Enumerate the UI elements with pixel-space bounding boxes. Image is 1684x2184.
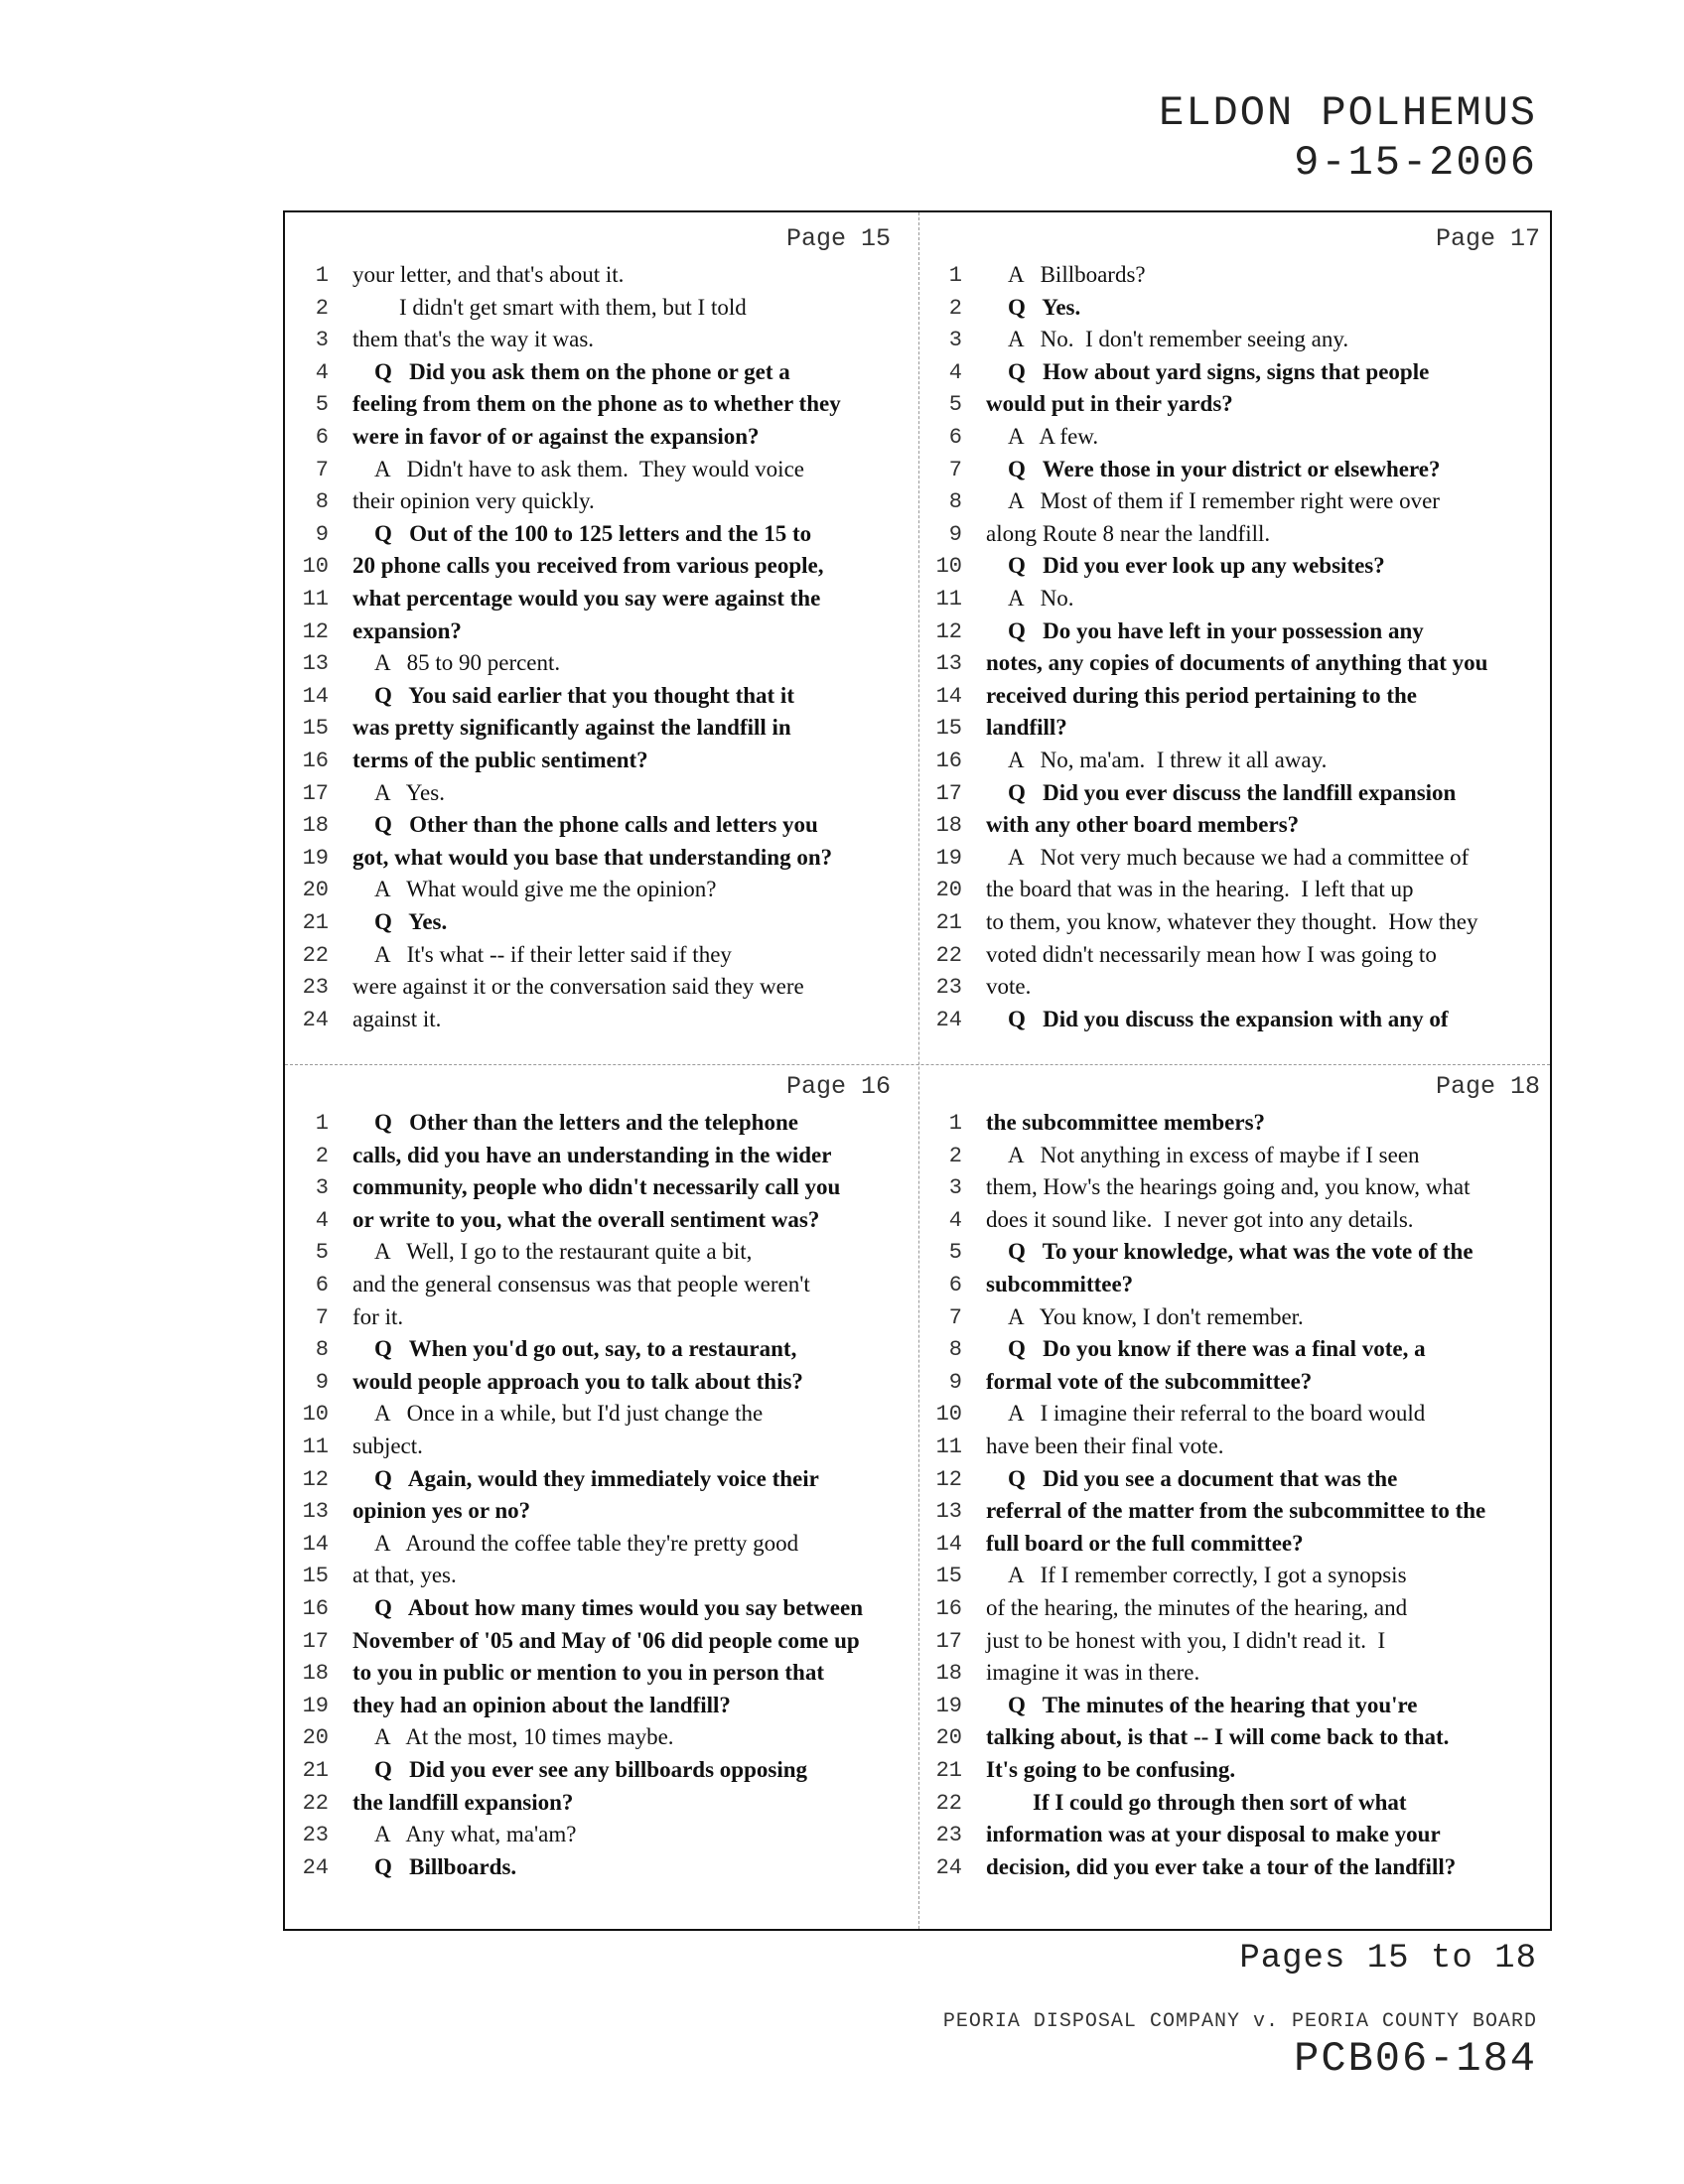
- transcript-line: [928, 974, 1554, 1007]
- transcript-line: [295, 1369, 920, 1402]
- line-text: was pretty significantly against the landfill in: [352, 715, 791, 741]
- line-text: voted didn't necessarily mean how I was going to: [986, 941, 1437, 967]
- line-text: A Any what, ma'am?: [374, 1822, 577, 1847]
- line-number: 5: [315, 392, 329, 418]
- line-number: 20: [935, 1725, 962, 1751]
- line-number: 7: [315, 1304, 329, 1330]
- transcript-line: [295, 1007, 920, 1039]
- line-text: what percentage would you say were against the: [352, 586, 821, 611]
- line-number: 12: [302, 1466, 329, 1492]
- transcript-line: [295, 974, 920, 1007]
- transcript-line: [295, 1143, 920, 1175]
- line-number: 10: [935, 1402, 962, 1428]
- line-text: It's going to be confusing.: [986, 1757, 1236, 1782]
- line-number: 7: [315, 457, 329, 482]
- transcript-line: [928, 488, 1554, 521]
- line-text: A No. I don't remember seeing any.: [1008, 327, 1349, 352]
- line-text: your letter, and that's about it.: [352, 262, 625, 287]
- transcript-line: [928, 586, 1554, 618]
- line-text: A Once in a while, but I'd just change the: [374, 1401, 764, 1427]
- transcript-line: [928, 359, 1554, 392]
- line-text: vote.: [986, 974, 1032, 1000]
- line-number: 8: [315, 489, 329, 515]
- line-text: landfill?: [986, 715, 1067, 741]
- transcript-line: [295, 1174, 920, 1207]
- transcript-line: [928, 1822, 1554, 1854]
- transcript-line: [928, 845, 1554, 878]
- line-number: 1: [948, 263, 962, 288]
- line-text: they had an opinion about the landfill?: [352, 1692, 731, 1717]
- line-text: If I could go through then sort of what: [1033, 1789, 1407, 1815]
- transcript-line: [295, 295, 920, 328]
- line-text: subject.: [352, 1433, 423, 1458]
- transcript-line: [295, 1433, 920, 1466]
- transcript-line: [928, 1174, 1554, 1207]
- line-text: A You know, I don't remember.: [1008, 1303, 1304, 1329]
- transcript-line: [928, 1854, 1554, 1887]
- line-number: 21: [935, 910, 962, 935]
- line-text: got, what would you base that understanding on?: [352, 844, 833, 870]
- line-text: A Well, I go to the restaurant quite a bit,: [374, 1239, 753, 1265]
- line-text: A Most of them if I remember right were over: [1008, 488, 1440, 514]
- line-number: 21: [302, 1758, 329, 1783]
- line-text: Q Yes.: [374, 909, 448, 934]
- line-number: 6: [315, 425, 329, 450]
- transcript-line: [928, 1563, 1554, 1595]
- line-number: 1: [315, 263, 329, 288]
- line-number: 22: [302, 942, 329, 968]
- line-number: 18: [302, 1661, 329, 1687]
- transcript-line: [928, 618, 1554, 651]
- line-number: 9: [948, 521, 962, 547]
- line-number: 19: [935, 845, 962, 871]
- line-number: 14: [302, 1531, 329, 1557]
- transcript-line: [928, 1143, 1554, 1175]
- line-number: 16: [935, 1596, 962, 1621]
- line-text: decision, did you ever take a tour of the landfill?: [986, 1853, 1457, 1879]
- transcript-line: [928, 521, 1554, 554]
- line-number: 24: [302, 1007, 329, 1032]
- case-number: PCB06-184: [1294, 2035, 1537, 2083]
- line-number: 4: [948, 1207, 962, 1233]
- line-text: information was at your disposal to make your: [986, 1822, 1441, 1847]
- line-number: 11: [935, 587, 962, 612]
- line-number: 6: [315, 1273, 329, 1297]
- line-text: were against it or the conversation said they were: [352, 974, 804, 1000]
- transcript-line: [295, 327, 920, 359]
- line-number: 16: [302, 749, 329, 773]
- line-number: 16: [302, 1596, 329, 1621]
- line-number: 1: [948, 1111, 962, 1136]
- transcript-line: [928, 942, 1554, 975]
- line-text: Q Were those in your district or elsewhere?: [1008, 456, 1441, 481]
- line-text: or write to you, what the overall sentiment was?: [352, 1206, 820, 1232]
- line-number: 9: [948, 1369, 962, 1395]
- line-text: A 85 to 90 percent.: [374, 650, 561, 676]
- line-number: 12: [302, 618, 329, 644]
- line-number: 13: [302, 1499, 329, 1525]
- line-number: 7: [948, 1304, 962, 1330]
- transcript-line: [928, 424, 1554, 457]
- transcript-line: [928, 295, 1554, 328]
- transcript-line: [928, 1401, 1554, 1433]
- line-text: does it sound like. I never got into any details.: [986, 1206, 1414, 1232]
- line-text: Q Other than the phone calls and letters you: [374, 812, 818, 838]
- line-text: with any other board members?: [986, 812, 1300, 838]
- line-text: of the hearing, the minutes of the hearing, and: [986, 1595, 1408, 1620]
- transcript-line: [295, 1628, 920, 1661]
- line-number: 14: [935, 683, 962, 709]
- line-text: Q The minutes of the hearing that you're: [1008, 1692, 1418, 1717]
- row-divider: [285, 1064, 1550, 1065]
- line-text: Q To your knowledge, what was the vote of the: [1008, 1239, 1474, 1265]
- transcript-line: [295, 1724, 920, 1757]
- line-text: Q Did you ever look up any websites?: [1008, 553, 1385, 579]
- line-number: 20: [302, 878, 329, 903]
- line-text: feeling from them on the phone as to whether they: [352, 391, 841, 417]
- line-number: 10: [935, 554, 962, 580]
- transcript-line: [295, 683, 920, 716]
- transcript-line: [295, 1531, 920, 1564]
- line-number: 11: [302, 1434, 329, 1459]
- line-number: 22: [935, 1790, 962, 1816]
- line-number: 22: [935, 942, 962, 968]
- transcript-line: [295, 780, 920, 813]
- line-number: 8: [948, 1337, 962, 1363]
- transcript-line: [295, 1401, 920, 1433]
- line-text: at that, yes.: [352, 1563, 457, 1588]
- line-number: 3: [315, 1175, 329, 1201]
- line-number: 20: [302, 1725, 329, 1751]
- transcript-line: [295, 1110, 920, 1143]
- transcript-line: [928, 1304, 1554, 1337]
- line-text: the landfill expansion?: [352, 1789, 574, 1815]
- line-number: 15: [302, 716, 329, 742]
- line-number: 14: [302, 683, 329, 709]
- transcript-line: [295, 1272, 920, 1304]
- line-number: 2: [948, 295, 962, 321]
- line-text: Q You said earlier that you thought that it: [374, 682, 794, 708]
- line-text: Q Did you ask them on the phone or get a: [374, 358, 790, 384]
- line-text: their opinion very quickly.: [352, 488, 595, 514]
- line-text: the board that was in the hearing. I left that up: [986, 877, 1414, 902]
- transcript-line: [928, 327, 1554, 359]
- line-text: to them, you know, whatever they thought. How they: [986, 909, 1478, 934]
- line-text: talking about, is that -- I will come back to that.: [986, 1724, 1450, 1750]
- line-number: 18: [302, 813, 329, 839]
- line-number: 8: [948, 489, 962, 515]
- line-number: 17: [935, 780, 962, 806]
- line-text: A No, ma'am. I threw it all away.: [1008, 748, 1328, 772]
- line-text: Q Do you have left in your possession any: [1008, 617, 1424, 643]
- line-text: November of '05 and May of '06 did people come up: [352, 1627, 860, 1653]
- transcript-line: [928, 1660, 1554, 1693]
- line-number: 10: [302, 1402, 329, 1428]
- transcript-line: [928, 877, 1554, 909]
- line-number: 21: [302, 910, 329, 935]
- transcript-line: [295, 391, 920, 424]
- line-text: A No.: [1008, 586, 1074, 611]
- transcript-line: [295, 1563, 920, 1595]
- transcript-line: [928, 1433, 1554, 1466]
- line-text: A If I remember correctly, I got a synopsis: [1008, 1563, 1407, 1588]
- line-number: 9: [315, 1369, 329, 1395]
- line-text: them that's the way it was.: [352, 327, 595, 352]
- line-text: expansion?: [352, 617, 462, 643]
- line-text: community, people who didn't necessarily call you: [352, 1174, 841, 1200]
- line-text: full board or the full committee?: [986, 1530, 1304, 1556]
- line-number: 13: [302, 651, 329, 677]
- transcript-line: [928, 1628, 1554, 1661]
- line-number: 1: [315, 1111, 329, 1136]
- line-text: A It's what -- if their letter said if they: [374, 941, 732, 967]
- transcript-line: [928, 1693, 1554, 1725]
- page-title: Page 17: [1435, 224, 1540, 253]
- transcript-line: [295, 812, 920, 845]
- line-number: 4: [315, 1207, 329, 1233]
- line-text: calls, did you have an understanding in the wider: [352, 1142, 832, 1167]
- line-text: A A few.: [1008, 424, 1099, 449]
- line-text: to you in public or mention to you in person that: [352, 1660, 824, 1686]
- line-number: 4: [948, 359, 962, 385]
- transcript-line: [295, 1854, 920, 1887]
- page-title: Page 15: [786, 224, 892, 253]
- line-number: 12: [935, 1466, 962, 1492]
- transcript-line: [928, 1531, 1554, 1564]
- transcript-line: [295, 1660, 920, 1693]
- line-number: 3: [948, 328, 962, 353]
- transcript-line: [295, 553, 920, 586]
- transcript-line: [928, 391, 1554, 424]
- line-number: 18: [935, 813, 962, 839]
- line-text: would people approach you to talk about this?: [352, 1368, 803, 1394]
- line-number: 14: [935, 1531, 962, 1557]
- line-text: the subcommittee members?: [986, 1110, 1266, 1135]
- line-text: A What would give me the opinion?: [374, 877, 717, 902]
- line-number: 10: [302, 554, 329, 580]
- line-number: 19: [302, 1693, 329, 1718]
- line-number: 24: [935, 1007, 962, 1032]
- line-number: 24: [302, 1854, 329, 1880]
- transcript-frame: [283, 210, 1552, 1931]
- transcript-line: [295, 424, 920, 457]
- line-text: received during this period pertaining to the: [986, 682, 1418, 708]
- line-number: 21: [935, 1758, 962, 1783]
- line-text: just to be honest with you, I didn't read it. I: [986, 1627, 1386, 1653]
- transcript-line: [928, 1498, 1554, 1531]
- line-text: against it.: [352, 1006, 442, 1031]
- transcript-line: [295, 909, 920, 942]
- deposition-date: 9-15-2006: [1294, 139, 1537, 187]
- transcript-line: [928, 715, 1554, 748]
- line-number: 19: [302, 845, 329, 871]
- line-number: 23: [302, 975, 329, 1001]
- line-number: 4: [315, 359, 329, 385]
- line-number: 6: [948, 1273, 962, 1297]
- line-number: 2: [948, 1143, 962, 1168]
- line-text: Q Did you ever discuss the landfill expansion: [1008, 779, 1457, 805]
- line-number: 9: [315, 521, 329, 547]
- line-text: Q About how many times would you say between: [374, 1595, 863, 1620]
- line-number: 19: [935, 1693, 962, 1718]
- line-number: 23: [935, 975, 962, 1001]
- line-text: A Not very much because we had a committee of: [1008, 844, 1470, 870]
- transcript-line: [928, 1369, 1554, 1402]
- line-text: A Around the coffee table they're pretty good: [374, 1530, 799, 1556]
- transcript-line: [928, 1466, 1554, 1499]
- line-text: Q Again, would they immediately voice their: [374, 1465, 819, 1491]
- transcript-line: [295, 586, 920, 618]
- line-number: 15: [302, 1564, 329, 1589]
- transcript-line: [928, 1724, 1554, 1757]
- line-text: Q Billboards.: [374, 1853, 517, 1879]
- line-text: them, How's the hearings going and, you know, what: [986, 1174, 1471, 1200]
- line-number: 17: [935, 1628, 962, 1654]
- line-number: 18: [935, 1661, 962, 1687]
- transcript-line: [295, 1595, 920, 1628]
- line-number: 5: [948, 1240, 962, 1266]
- transcript-line: [928, 909, 1554, 942]
- case-caption: PEORIA DISPOSAL COMPANY v. PEORIA COUNTY BOARD: [942, 2010, 1537, 2033]
- line-number: 5: [315, 1240, 329, 1266]
- line-text: along Route 8 near the landfill.: [986, 520, 1271, 546]
- page-title: Page 18: [1435, 1072, 1540, 1101]
- line-text: terms of the public sentiment?: [352, 748, 648, 772]
- page-title: Page 16: [786, 1072, 892, 1101]
- line-text: Q Other than the letters and the telephone: [374, 1110, 798, 1135]
- transcript-line: [928, 553, 1554, 586]
- transcript-line: [295, 650, 920, 683]
- line-text: for it.: [352, 1303, 404, 1329]
- transcript-line: [295, 1239, 920, 1272]
- page-range: Pages 15 to 18: [1239, 1940, 1537, 1978]
- line-number: 2: [315, 295, 329, 321]
- transcript-line: [295, 359, 920, 392]
- line-text: were in favor of or against the expansion?: [352, 424, 760, 449]
- line-text: Q How about yard signs, signs that people: [1008, 358, 1430, 384]
- line-text: Q Do you know if there was a final vote, a: [1008, 1336, 1426, 1362]
- line-number: 24: [935, 1854, 962, 1880]
- transcript-line: [295, 1498, 920, 1531]
- line-number: 2: [315, 1143, 329, 1168]
- line-text: Q When you'd go out, say, to a restaurant,: [374, 1336, 797, 1362]
- transcript-line: [928, 1207, 1554, 1240]
- line-number: 11: [935, 1434, 962, 1459]
- line-number: 23: [302, 1823, 329, 1848]
- line-text: A Not anything in excess of maybe if I seen: [1008, 1142, 1420, 1167]
- line-text: A At the most, 10 times maybe.: [374, 1724, 674, 1750]
- line-number: 7: [948, 457, 962, 482]
- line-text: would put in their yards?: [986, 391, 1233, 417]
- transcript-line: [295, 488, 920, 521]
- transcript-line: [928, 1790, 1554, 1823]
- deponent-name: ELDON POLHEMUS: [1159, 89, 1537, 137]
- transcript-line: [295, 618, 920, 651]
- line-number: 3: [948, 1175, 962, 1201]
- line-text: Q Did you see a document that was the: [1008, 1465, 1398, 1491]
- line-text: A I imagine their referral to the board would: [1008, 1401, 1426, 1427]
- transcript-line: [928, 1595, 1554, 1628]
- line-number: 20: [935, 878, 962, 903]
- line-text: subcommittee?: [986, 1272, 1134, 1297]
- transcript-line: [295, 521, 920, 554]
- line-number: 15: [935, 1564, 962, 1589]
- line-text: A Didn't have to ask them. They would voice: [374, 456, 804, 481]
- transcript-line: [295, 715, 920, 748]
- line-text: Q Did you discuss the expansion with any of: [1008, 1006, 1449, 1031]
- transcript-line: [295, 1822, 920, 1854]
- line-number: 12: [935, 618, 962, 644]
- line-number: 3: [315, 328, 329, 353]
- transcript-line: [928, 1757, 1554, 1790]
- transcript-line: [928, 1272, 1554, 1304]
- line-number: 6: [948, 425, 962, 450]
- transcript-line: [928, 262, 1554, 295]
- line-number: 17: [302, 1628, 329, 1654]
- transcript-line: [928, 1336, 1554, 1369]
- transcript-line: [928, 1239, 1554, 1272]
- transcript-line: [928, 780, 1554, 813]
- transcript-line: [928, 650, 1554, 683]
- line-number: 8: [315, 1337, 329, 1363]
- line-text: Q Yes.: [1008, 294, 1081, 320]
- line-text: notes, any copies of documents of anything that you: [986, 650, 1488, 676]
- line-number: 13: [935, 651, 962, 677]
- transcript-line: [295, 1304, 920, 1337]
- line-text: imagine it was in there.: [986, 1660, 1200, 1686]
- transcript-line: [928, 1007, 1554, 1039]
- transcript-line: [928, 457, 1554, 489]
- transcript-line: [295, 1693, 920, 1725]
- line-text: Q Out of the 100 to 125 letters and the 15 to: [374, 520, 812, 546]
- line-text: Q Did you ever see any billboards opposing: [374, 1757, 808, 1782]
- transcript-line: [295, 942, 920, 975]
- transcript-line: [928, 812, 1554, 845]
- line-number: 17: [302, 780, 329, 806]
- line-text: formal vote of the subcommittee?: [986, 1368, 1313, 1394]
- line-number: 15: [935, 716, 962, 742]
- line-number: 16: [935, 749, 962, 773]
- line-text: opinion yes or no?: [352, 1498, 531, 1524]
- transcript-line: [295, 1790, 920, 1823]
- transcript-line: [295, 748, 920, 780]
- line-number: 11: [302, 587, 329, 612]
- line-text: 20 phone calls you received from various people,: [352, 553, 824, 579]
- transcript-line: [928, 1110, 1554, 1143]
- transcript-line: [295, 457, 920, 489]
- transcript-line: [928, 683, 1554, 716]
- line-text: referral of the matter from the subcommittee to the: [986, 1498, 1486, 1524]
- transcript-line: [295, 1336, 920, 1369]
- transcript-line: [295, 845, 920, 878]
- line-number: 13: [935, 1499, 962, 1525]
- line-text: A Billboards?: [1008, 262, 1146, 287]
- transcript-line: [295, 262, 920, 295]
- line-text: A Yes.: [374, 779, 445, 805]
- transcript-line: [295, 877, 920, 909]
- transcript-line: [928, 748, 1554, 780]
- line-text: have been their final vote.: [986, 1433, 1224, 1458]
- transcript-line: [295, 1466, 920, 1499]
- line-number: 23: [935, 1823, 962, 1848]
- transcript-line: [295, 1757, 920, 1790]
- line-number: 22: [302, 1790, 329, 1816]
- line-text: I didn't get smart with them, but I told: [399, 294, 747, 320]
- transcript-line: [295, 1207, 920, 1240]
- line-number: 5: [948, 392, 962, 418]
- line-text: and the general consensus was that people weren't: [352, 1272, 810, 1297]
